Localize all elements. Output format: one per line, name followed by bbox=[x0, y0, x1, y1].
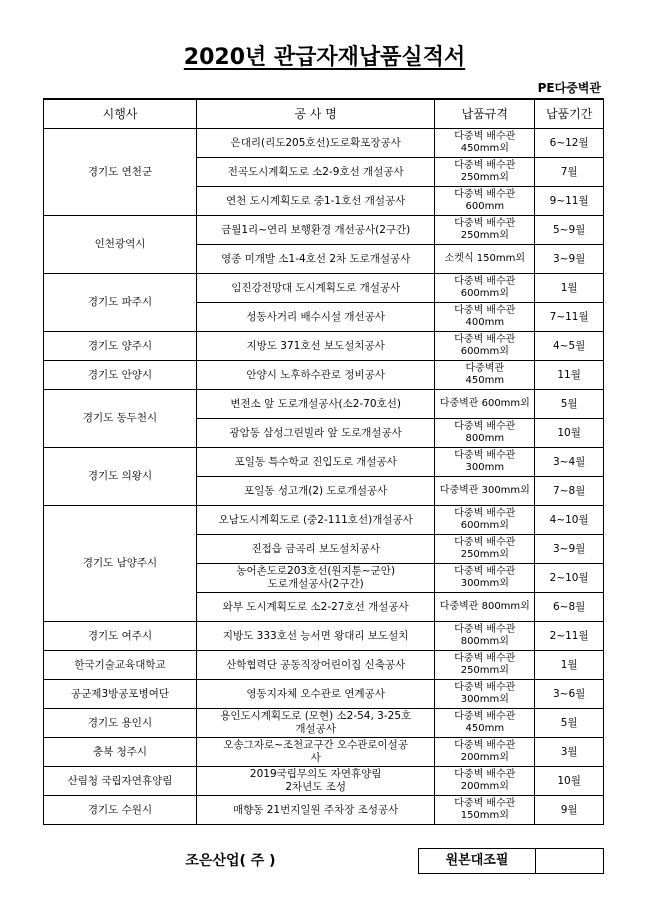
project-cell: 진접읍 금곡리 보도설치공사 bbox=[197, 535, 435, 564]
header-period: 납품기간 bbox=[535, 99, 604, 129]
spec-cell: 다중벽 배수관 400mm bbox=[435, 303, 535, 332]
period-cell: 6~8월 bbox=[535, 593, 604, 622]
company-cell: 경기도 연천군 bbox=[44, 129, 197, 216]
table-row bbox=[44, 361, 604, 390]
verification-box bbox=[418, 848, 604, 874]
spec-cell: 소켓식 150mm외 bbox=[435, 245, 535, 274]
period-cell: 5~9월 bbox=[535, 216, 604, 245]
company-cell: 산림청 국립자연휴양림 bbox=[44, 767, 197, 796]
project-cell: 산학협력단 공동직장어린이집 신축공사 bbox=[197, 651, 435, 680]
project-cell: 오남도시계획도로 (중2-111호선)개설공사 bbox=[197, 506, 435, 535]
period-cell: 3~9월 bbox=[535, 245, 604, 274]
header-company: 시행사 bbox=[44, 99, 197, 129]
project-cell: 임진강전망대 도시계획도로 개설공사 bbox=[197, 274, 435, 303]
spec-cell: 다중벽관 600mm외 bbox=[435, 390, 535, 419]
spec-cell: 다중벽 배수관 200mm외 bbox=[435, 738, 535, 767]
period-cell: 5월 bbox=[535, 709, 604, 738]
project-cell: 은대리(리도205호선)도로확포장공사 bbox=[197, 129, 435, 158]
period-cell: 4~5월 bbox=[535, 332, 604, 361]
company-cell: 인천광역시 bbox=[44, 216, 197, 274]
table-row bbox=[44, 680, 604, 709]
project-cell: 변전소 앞 도로개설공사(소2-70호선) bbox=[197, 390, 435, 419]
spec-cell: 다중벽 배수관 600mm bbox=[435, 187, 535, 216]
project-cell: 2019국립무의도 자연휴양림 2차년도 조성 bbox=[197, 767, 435, 796]
period-cell: 5월 bbox=[535, 390, 604, 419]
company-cell: 경기도 양주시 bbox=[44, 332, 197, 361]
period-cell: 7월 bbox=[535, 158, 604, 187]
period-cell: 2~11월 bbox=[535, 622, 604, 651]
table-row bbox=[44, 129, 604, 158]
table-row bbox=[44, 738, 604, 767]
spec-cell: 다중벽관 800mm외 bbox=[435, 593, 535, 622]
spec-cell: 다중벽 배수관 450mm외 bbox=[435, 129, 535, 158]
project-cell: 지방도 333호선 능서면 왕대리 보도설치 bbox=[197, 622, 435, 651]
period-cell: 7~11월 bbox=[535, 303, 604, 332]
spec-cell: 다중벽 배수관 300mm외 bbox=[435, 680, 535, 709]
company-cell: 경기도 의왕시 bbox=[44, 448, 197, 506]
project-cell: 포일동 특수학교 진입도로 개설공사 bbox=[197, 448, 435, 477]
period-cell: 1월 bbox=[535, 651, 604, 680]
period-cell: 6~12월 bbox=[535, 129, 604, 158]
table-row bbox=[44, 506, 604, 535]
company-cell: 경기도 수원시 bbox=[44, 796, 197, 825]
company-cell: 경기도 여주시 bbox=[44, 622, 197, 651]
table-row bbox=[44, 448, 604, 477]
project-cell: 용인도시계획도로 (모현) 소2-54, 3-25호 개설공사 bbox=[197, 709, 435, 738]
table-body bbox=[44, 129, 604, 825]
table-row bbox=[44, 622, 604, 651]
period-cell: 1월 bbox=[535, 274, 604, 303]
period-cell: 7~8월 bbox=[535, 477, 604, 506]
spec-cell: 다중벽 배수관 250mm외 bbox=[435, 535, 535, 564]
product-subtitle: PE다중벽관 bbox=[537, 81, 601, 95]
company-cell: 경기도 남양주시 bbox=[44, 506, 197, 622]
company-cell: 공군제3방공포병여단 bbox=[44, 680, 197, 709]
period-cell: 4~10월 bbox=[535, 506, 604, 535]
project-cell: 와부 도시계획도로 소2-27호선 개설공사 bbox=[197, 593, 435, 622]
spec-cell: 다중벽 배수관 600mm외 bbox=[435, 274, 535, 303]
spec-cell: 다중벽 배수관 300mm bbox=[435, 448, 535, 477]
company-cell: 충북 청주시 bbox=[44, 738, 197, 767]
period-cell: 3~6월 bbox=[535, 680, 604, 709]
spec-cell: 다중벽 배수관 150mm외 bbox=[435, 796, 535, 825]
period-cell: 3월 bbox=[535, 738, 604, 767]
project-cell: 포일동 성고개(2) 도로개설공사 bbox=[197, 477, 435, 506]
period-cell: 9~11월 bbox=[535, 187, 604, 216]
spec-cell: 다중벽 배수관 200mm외 bbox=[435, 767, 535, 796]
table-row bbox=[44, 709, 604, 738]
project-cell: 전곡도시계획도로 소2-9호선 개설공사 bbox=[197, 158, 435, 187]
project-cell: 지방도 371호선 보도설치공사 bbox=[197, 332, 435, 361]
table-row bbox=[44, 796, 604, 825]
period-cell: 9월 bbox=[535, 796, 604, 825]
project-cell: 연천 도시계획도로 중1-1호선 개설공사 bbox=[197, 187, 435, 216]
project-cell: 안양시 노후하수관로 정비공사 bbox=[197, 361, 435, 390]
supplier-name: 조은산업( 주 ) bbox=[185, 853, 276, 869]
period-cell: 11월 bbox=[535, 361, 604, 390]
table-header-row bbox=[44, 99, 604, 129]
spec-cell: 다중벽 배수관 450mm bbox=[435, 709, 535, 738]
project-cell: 금월1리~연리 보행환경 개선공사(2구간) bbox=[197, 216, 435, 245]
period-cell: 3~9월 bbox=[535, 535, 604, 564]
spec-cell: 다중벽 배수관 600mm외 bbox=[435, 506, 535, 535]
company-cell: 한국기술교육대학교 bbox=[44, 651, 197, 680]
project-cell: 매향동 21번지일원 주차장 조성공사 bbox=[197, 796, 435, 825]
table-row bbox=[44, 274, 604, 303]
table-row bbox=[44, 390, 604, 419]
header-project: 공 사 명 bbox=[197, 99, 435, 129]
spec-cell: 다중벽관 450mm bbox=[435, 361, 535, 390]
footer bbox=[43, 848, 604, 874]
spec-cell: 다중벽관 300mm외 bbox=[435, 477, 535, 506]
verification-stamp-area bbox=[536, 849, 603, 873]
spec-cell: 다중벽 배수관 300mm외 bbox=[435, 564, 535, 593]
spec-cell: 다중벽 배수관 800mm bbox=[435, 419, 535, 448]
spec-cell: 다중벽 배수관 600mm외 bbox=[435, 332, 535, 361]
spec-cell: 다중벽 배수관 800mm외 bbox=[435, 622, 535, 651]
project-cell: 농어촌도로203호선(원지툰~군안) 도로개설공사(2구간) bbox=[197, 564, 435, 593]
period-cell: 10월 bbox=[535, 767, 604, 796]
company-cell: 경기도 안양시 bbox=[44, 361, 197, 390]
table-row bbox=[44, 767, 604, 796]
project-cell: 광암동 삼성그린빌라 앞 도로개설공사 bbox=[197, 419, 435, 448]
table-row bbox=[44, 216, 604, 245]
project-cell: 오송그자로~조천교구간 오수관로이설공 사 bbox=[197, 738, 435, 767]
project-cell: 영종 미개발 소1-4호선 2차 도로개설공사 bbox=[197, 245, 435, 274]
period-cell: 10월 bbox=[535, 419, 604, 448]
company-cell: 경기도 동두천시 bbox=[44, 390, 197, 448]
spec-cell: 다중벽 배수관 250mm외 bbox=[435, 158, 535, 187]
project-cell: 영동지자체 오수관로 연계공사 bbox=[197, 680, 435, 709]
period-cell: 3~4월 bbox=[535, 448, 604, 477]
header-spec: 납품규격 bbox=[435, 99, 535, 129]
company-cell: 경기도 용인시 bbox=[44, 709, 197, 738]
spec-cell: 다중벽 배수관 250mm외 bbox=[435, 216, 535, 245]
company-cell: 경기도 파주시 bbox=[44, 274, 197, 332]
document-title: 2020년 관급자재납품실적서 bbox=[183, 45, 466, 70]
delivery-record-table bbox=[43, 98, 604, 825]
project-cell: 성동사거리 배수시설 개선공사 bbox=[197, 303, 435, 332]
table-row bbox=[44, 332, 604, 361]
spec-cell: 다중벽 배수관 250mm외 bbox=[435, 651, 535, 680]
verification-label: 원본대조필 bbox=[419, 849, 536, 873]
period-cell: 2~10월 bbox=[535, 564, 604, 593]
table-row bbox=[44, 651, 604, 680]
